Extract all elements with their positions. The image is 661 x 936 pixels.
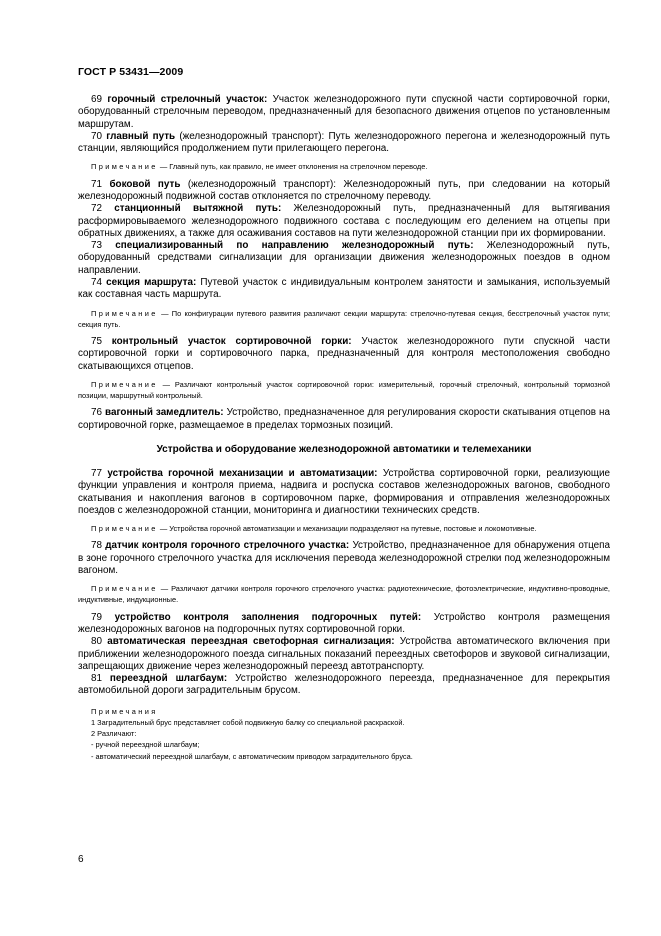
page-number: 6 (78, 854, 84, 865)
note-line: - автоматический переездной шлагбаум, с автоматическим приводом заградительного бруса. (91, 751, 413, 761)
note-74: Примечание — По конфигурации путевого развития различают секции маршрута: стрелочно-путевая секция, бесстрелочный участок пути; секция путь. (78, 308, 610, 329)
term-71: 71 боковой путь (железнодорожный транспорт): Железнодорожный путь, при следовании на который железнодорожный подвижной состав отклоняется по стрелочному переводу. (78, 178, 610, 202)
term-79: 79 устройство контроля заполнения подгорочных путей: Устройство контроля размещения железнодорожных вагонов на подгорочных путях сортировочной горки. (78, 611, 611, 635)
note-70: Примечание — Главный путь, как правило, не имеет отклонения на стрелочном переводе. (91, 162, 428, 172)
notes-81 (78, 706, 610, 762)
note-78: Примечание — Различают датчики контроля горочного стрелочного участка: радиотехнические, фотоэлектрические, индуктивно-проводные, индуктивные, индукционные. (78, 584, 610, 605)
term-80: 80 автоматическая переездная светофорная сигнализация: Устройства автоматического включения при приближении железнодорожного поезда сигнальных показаний переездных светофоров и звуковой сигнализации, запрещающих движение через железнодорожный переезд автотранспорту. (78, 636, 610, 672)
document-header: ГОСТ Р 53431—2009 (78, 66, 184, 78)
notes-title: Примечания (91, 706, 158, 716)
term-76: 76 вагонный замедлитель: Устройство, предназначенное для регулирования скорости скатывания отцепов на сортировочной горке, размещаемое в пределах тормозных позиций. (78, 407, 611, 431)
note-75: Примечание — Различают контрольный участок сортировочной горки: измерительный, горочный стрелочный, контрольный тормозной позиции, маршрутный контрольный. (78, 379, 610, 401)
term-74: 74 секция маршрута: Путевой участок с индивидуальным контролем занятости и замыкания, используемый как составная часть маршрута. (78, 277, 610, 301)
section-title: Устройства и оборудование железнодорожной автоматики и телемеханики (156, 443, 532, 455)
term-75: 75 контрольный участок сортировочной горки: Участок железнодорожного пути спускной части сортировочной горки и сортировочного парка, предназначенный для контроля местоположения свободно скатывающихся отцепов. (78, 336, 610, 372)
note-line: - ручной переездной шлагбаум; (91, 740, 200, 750)
term-69: 69 горочный стрелочный участок: Участок железнодорожного пути спускной части сортировочной горки, оборудованный стрелочным переводом, предназначенный для безопасного движения отцепов по установленным маршрутам. (78, 94, 610, 130)
document-body (78, 94, 610, 762)
term-77: 77 устройства горочной механизации и автоматизации: Устройства сортировочной горки, реализующие функции управления и контроля приема, надвига и роспуска составов железнодорожных вагонов, свободного скатывания и накопления вагонов в сортировочном парке, формирования и отправления железнодорожных поездов с железнодорожной станции, мониторинга и диагностики технических средств. (78, 467, 610, 516)
term-73: 73 специализированный по направлению железнодорожный путь: Железнодорожный путь, оборудованный средствами сигнализации для организации движения железнодорожных поездов в одном направлении. (78, 240, 611, 276)
note-77: Примечание — Устройства горочной автоматизации и механизации подразделяют на путевые, постовые и локомотивные. (91, 524, 537, 534)
note-line: 2 Различают: (91, 729, 137, 739)
term-72: 72 станционный вытяжной путь: Железнодорожный путь, предназначенный для вытягивания расформировываемого железнодорожного подвижного состава с последующим его делением на отцепы при обратных движениях, а также для осаживания составов на пути железнодорожной станции при их формировании. (78, 203, 610, 239)
term-78: 78 датчик контроля горочного стрелочного участка: Устройство, предназначенное для обнаружения отцепа в зоне горочного стрелочного участка для исключения перевода железнодорожной стрелки под железнодорожным вагоном. (78, 540, 610, 576)
term-81: 81 переездной шлагбаум: Устройство железнодорожного переезда, предназначенное для перекрытия автомобильной дороги заградительным брусом. (78, 673, 610, 697)
note-line: 1 Заградительный брус представляет собой подвижную балку со специальной раскраской. (91, 717, 405, 727)
term-70: 70 главный путь (железнодорожный транспорт): Путь железнодорожного перегона и железнодорожный путь станции, являющийся продолжением пути прилегающего перегона. (78, 130, 610, 155)
